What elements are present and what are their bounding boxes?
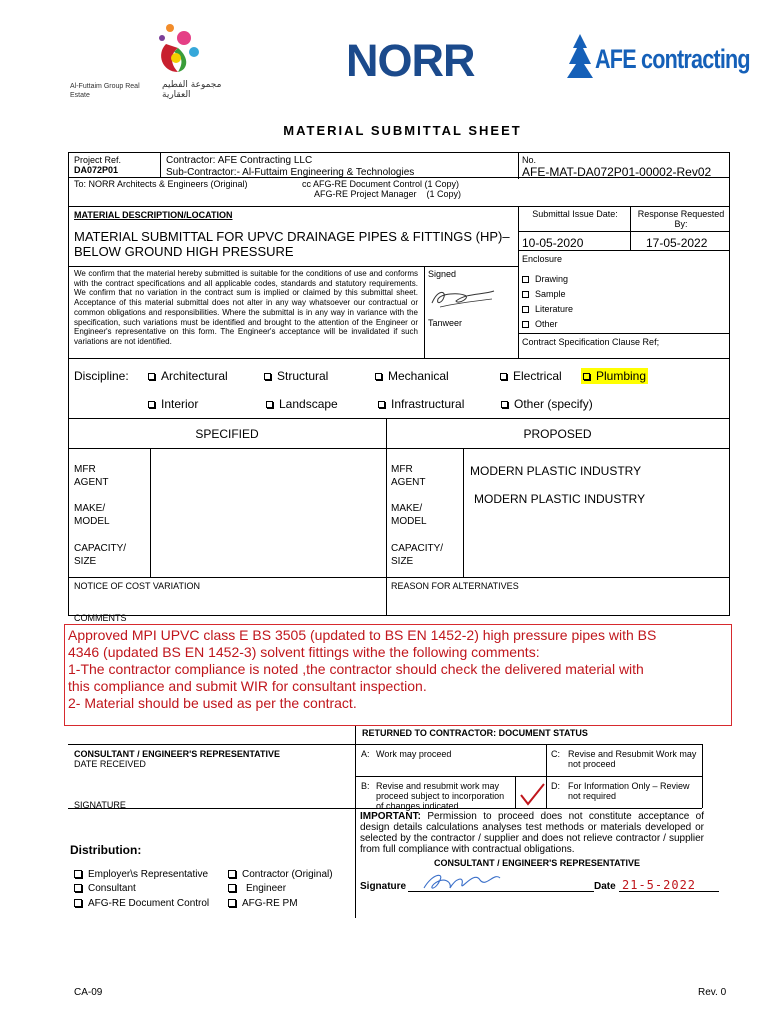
alfuttaim-emblem-icon: [66, 14, 256, 80]
signed-label: Signed: [428, 269, 457, 279]
prop-mfr-label: MFR: [391, 464, 413, 475]
confirmation-text: We confirm that the material hereby submitted is suitable for the conditions of use and conforms with the contract specifications and all applicable codes, standards and statutory requirements. We confirm that no variation in the contract sum is implied or claimed by this submittal sheet. Acceptance of this material submittal does not alter in any way whatsoever our contractual or common obligations and responsibilities. Where the submittal is in any way in variance with the specification, such variations must be identified and brought to the attention of the Engineer or Engineer's representative on this form. The Engineer's acceptance will be invalidated if such variations are not identified.: [74, 269, 418, 346]
comments-line-3: 1-The contractor compliance is noted ,the contractor should check the delivered material with: [68, 661, 644, 677]
checkbox-icon[interactable]: [501, 401, 508, 408]
discipline-structural[interactable]: Structural: [264, 369, 328, 383]
alfuttaim-name-en: Al-Futtaim Group Real Estate: [70, 83, 140, 99]
form-code: CA-09: [74, 987, 103, 998]
discipline-mechanical[interactable]: Mechanical: [375, 369, 449, 383]
revision: Rev. 0: [698, 987, 727, 998]
status-d-letter: D:: [551, 781, 560, 791]
page-title: MATERIAL SUBMITTAL SHEET: [283, 123, 522, 138]
checkbox-icon[interactable]: [74, 899, 82, 907]
prop-size-label: SIZE: [391, 556, 414, 567]
material-description: MATERIAL SUBMITTAL FOR UPVC DRAINAGE PIPES & FITTINGS (HP)–BELOW GROUND HIGH PRESSURE: [74, 229, 510, 259]
project-ref-value: DA072P01: [74, 165, 119, 175]
dist-afg-pm[interactable]: AFG-RE PM: [228, 898, 298, 909]
checkbox-icon[interactable]: [375, 373, 382, 380]
material-desc-label: MATERIAL DESCRIPTION/LOCATION: [74, 210, 233, 220]
response-date-label: Response Requested By:: [637, 209, 725, 229]
status-b-letter: B:: [361, 781, 370, 791]
dist-consultant[interactable]: Consultant: [74, 883, 136, 894]
checkbox-icon[interactable]: [522, 276, 529, 283]
discipline-other[interactable]: Other (specify): [501, 397, 593, 411]
specified-header: SPECIFIED: [195, 427, 259, 441]
distribution-label: Distribution:: [70, 843, 142, 857]
signed-date: 21-5-2022: [622, 878, 697, 892]
prop-make-label: MAKE/: [391, 503, 423, 514]
norr-logo: NORR: [346, 35, 475, 86]
checkbox-icon[interactable]: [522, 291, 529, 298]
consultant-signature-icon: [420, 866, 520, 900]
checkbox-icon[interactable]: [228, 884, 236, 892]
notice-cost-variation-label: NOTICE OF COST VARIATION: [74, 581, 201, 591]
status-a-letter: A:: [361, 749, 370, 759]
enclosure-literature[interactable]: Literature: [522, 304, 573, 314]
cc-document-control: cc AFG-RE Document Control (1 Copy): [302, 179, 460, 189]
date-field-label: Date: [594, 881, 616, 892]
spec-make-label: MAKE/: [74, 503, 106, 514]
checkbox-icon[interactable]: [522, 306, 529, 313]
status-c-option[interactable]: Revise and Resubmit Work may not proceed: [568, 749, 697, 769]
checkbox-icon[interactable]: [378, 401, 385, 408]
spec-agent-label: AGENT: [74, 477, 109, 488]
checkbox-icon[interactable]: [583, 373, 590, 380]
enclosure-sample[interactable]: Sample: [522, 289, 566, 299]
spec-size-label: SIZE: [74, 556, 97, 567]
checkbox-icon[interactable]: [148, 373, 155, 380]
checkbox-icon[interactable]: [74, 870, 82, 878]
checkbox-icon[interactable]: [228, 899, 236, 907]
proposed-mfr-agent: MODERN PLASTIC INDUSTRY: [470, 464, 642, 478]
proposed-header: PROPOSED: [523, 427, 592, 441]
consultant-rep-label-2: CONSULTANT / ENGINEER'S REPRESENTATIVE: [434, 858, 640, 868]
checkbox-icon[interactable]: [74, 884, 82, 892]
enclosure-other[interactable]: Other: [522, 319, 558, 329]
prop-capacity-label: CAPACITY/: [391, 543, 444, 554]
issue-date: 10-05-2020: [522, 236, 584, 250]
status-c-letter: C:: [551, 749, 560, 759]
date-received-label: DATE RECEIVED: [74, 759, 146, 769]
dist-engineer[interactable]: Engineer: [228, 883, 286, 894]
enclosure-label: Enclosure: [522, 254, 563, 264]
important-notice: IMPORTANT: Permission to proceed does not constitute acceptance of design details calculations analyses test methods or materials developed or selected by the contractor / supplier and does not relieve contractor / supplier from full compliance with contractual obligations.: [360, 811, 705, 855]
afe-logo-text: AFE contracting: [595, 44, 750, 74]
comments-line-4: this compliance and submit WIR for consultant inspection.: [68, 678, 427, 694]
subcontractor: Sub-Contractor:- Al-Futtaim Engineering & Technologies: [166, 167, 415, 178]
discipline-plumbing[interactable]: Plumbing: [581, 368, 648, 384]
prop-model-label: MODEL: [391, 516, 427, 527]
afe-tower-icon: [565, 34, 595, 78]
checkbox-icon[interactable]: [264, 373, 271, 380]
checkbox-icon[interactable]: [266, 401, 273, 408]
spec-capacity-label: CAPACITY/: [74, 543, 127, 554]
issue-date-label: Submittal Issue Date:: [532, 209, 618, 219]
alfuttaim-logo: [66, 14, 256, 100]
status-b-option[interactable]: Revise and resubmit work may proceed subject to incorporation of changes indicated: [376, 781, 505, 811]
dist-document-control[interactable]: AFG-RE Document Control: [74, 898, 209, 909]
contractor: Contractor: AFE Contracting LLC: [166, 155, 313, 166]
red-checkmark-icon: [518, 782, 546, 808]
prop-agent-label: AGENT: [391, 477, 426, 488]
spec-model-label: MODEL: [74, 516, 110, 527]
enclosure-drawing[interactable]: Drawing: [522, 274, 568, 284]
dist-employer-rep[interactable]: Employer\s Representative: [74, 869, 208, 880]
proposed-make-model: MODERN PLASTIC INDUSTRY: [474, 492, 646, 506]
status-d-option[interactable]: For Information Only – Review not required: [568, 781, 690, 801]
discipline-infrastructural[interactable]: Infrastructural: [378, 397, 464, 411]
discipline-label: Discipline:: [74, 369, 129, 383]
discipline-architectural[interactable]: Architectural: [148, 369, 228, 383]
afe-logo: [565, 34, 750, 84]
cc-project-manager: AFG-RE Project Manager (1 Copy): [314, 189, 462, 199]
signature-label: SIGNATURE: [74, 800, 126, 810]
consultant-rep-label: CONSULTANT / ENGINEER'S REPRESENTATIVE: [74, 749, 280, 759]
reason-alternatives-label: REASON FOR ALTERNATIVES: [391, 581, 519, 591]
status-a-option[interactable]: Work may proceed: [376, 749, 452, 759]
comments-label: COMMENTS: [74, 613, 127, 623]
discipline-landscape[interactable]: Landscape: [266, 397, 338, 411]
submitter-signature-icon: [428, 283, 498, 311]
alfuttaim-name-ar: مجموعة الفطيم العقارية: [162, 80, 222, 100]
comments-line-5: 2- Material should be used as per the contract.: [68, 695, 357, 711]
signature-field-label: Signature: [360, 881, 407, 892]
checkbox-icon[interactable]: [500, 373, 507, 380]
checkbox-icon[interactable]: [522, 321, 529, 328]
discipline-interior[interactable]: Interior: [148, 397, 198, 411]
document-status-label: RETURNED TO CONTRACTOR: DOCUMENT STATUS: [362, 728, 588, 738]
spec-mfr-label: MFR: [74, 464, 96, 475]
comments-line-2: 4346 (updated BS EN 1452-3) solvent fittings withe the following comments:: [68, 644, 540, 660]
dist-contractor[interactable]: Contractor (Original): [228, 869, 333, 880]
checkbox-icon[interactable]: [228, 870, 236, 878]
project-ref-label: Project Ref.: [74, 155, 122, 165]
signed-name: Tanweer: [428, 318, 463, 328]
submittal-number: AFE-MAT-DA072P01-00002-Rev02: [522, 165, 712, 179]
response-date: 17-05-2022: [646, 236, 708, 250]
discipline-electrical[interactable]: Electrical: [500, 369, 562, 383]
checkbox-icon[interactable]: [148, 401, 155, 408]
clause-ref-label: Contract Specification Clause Ref;: [522, 337, 660, 347]
no-label: No.: [522, 155, 537, 165]
to-recipient: To: NORR Architects & Engineers (Original): [74, 179, 248, 189]
comments-line-1: Approved MPI UPVC class E BS 3505 (updated to BS EN 1452-2) high pressure pipes with BS: [68, 627, 657, 643]
